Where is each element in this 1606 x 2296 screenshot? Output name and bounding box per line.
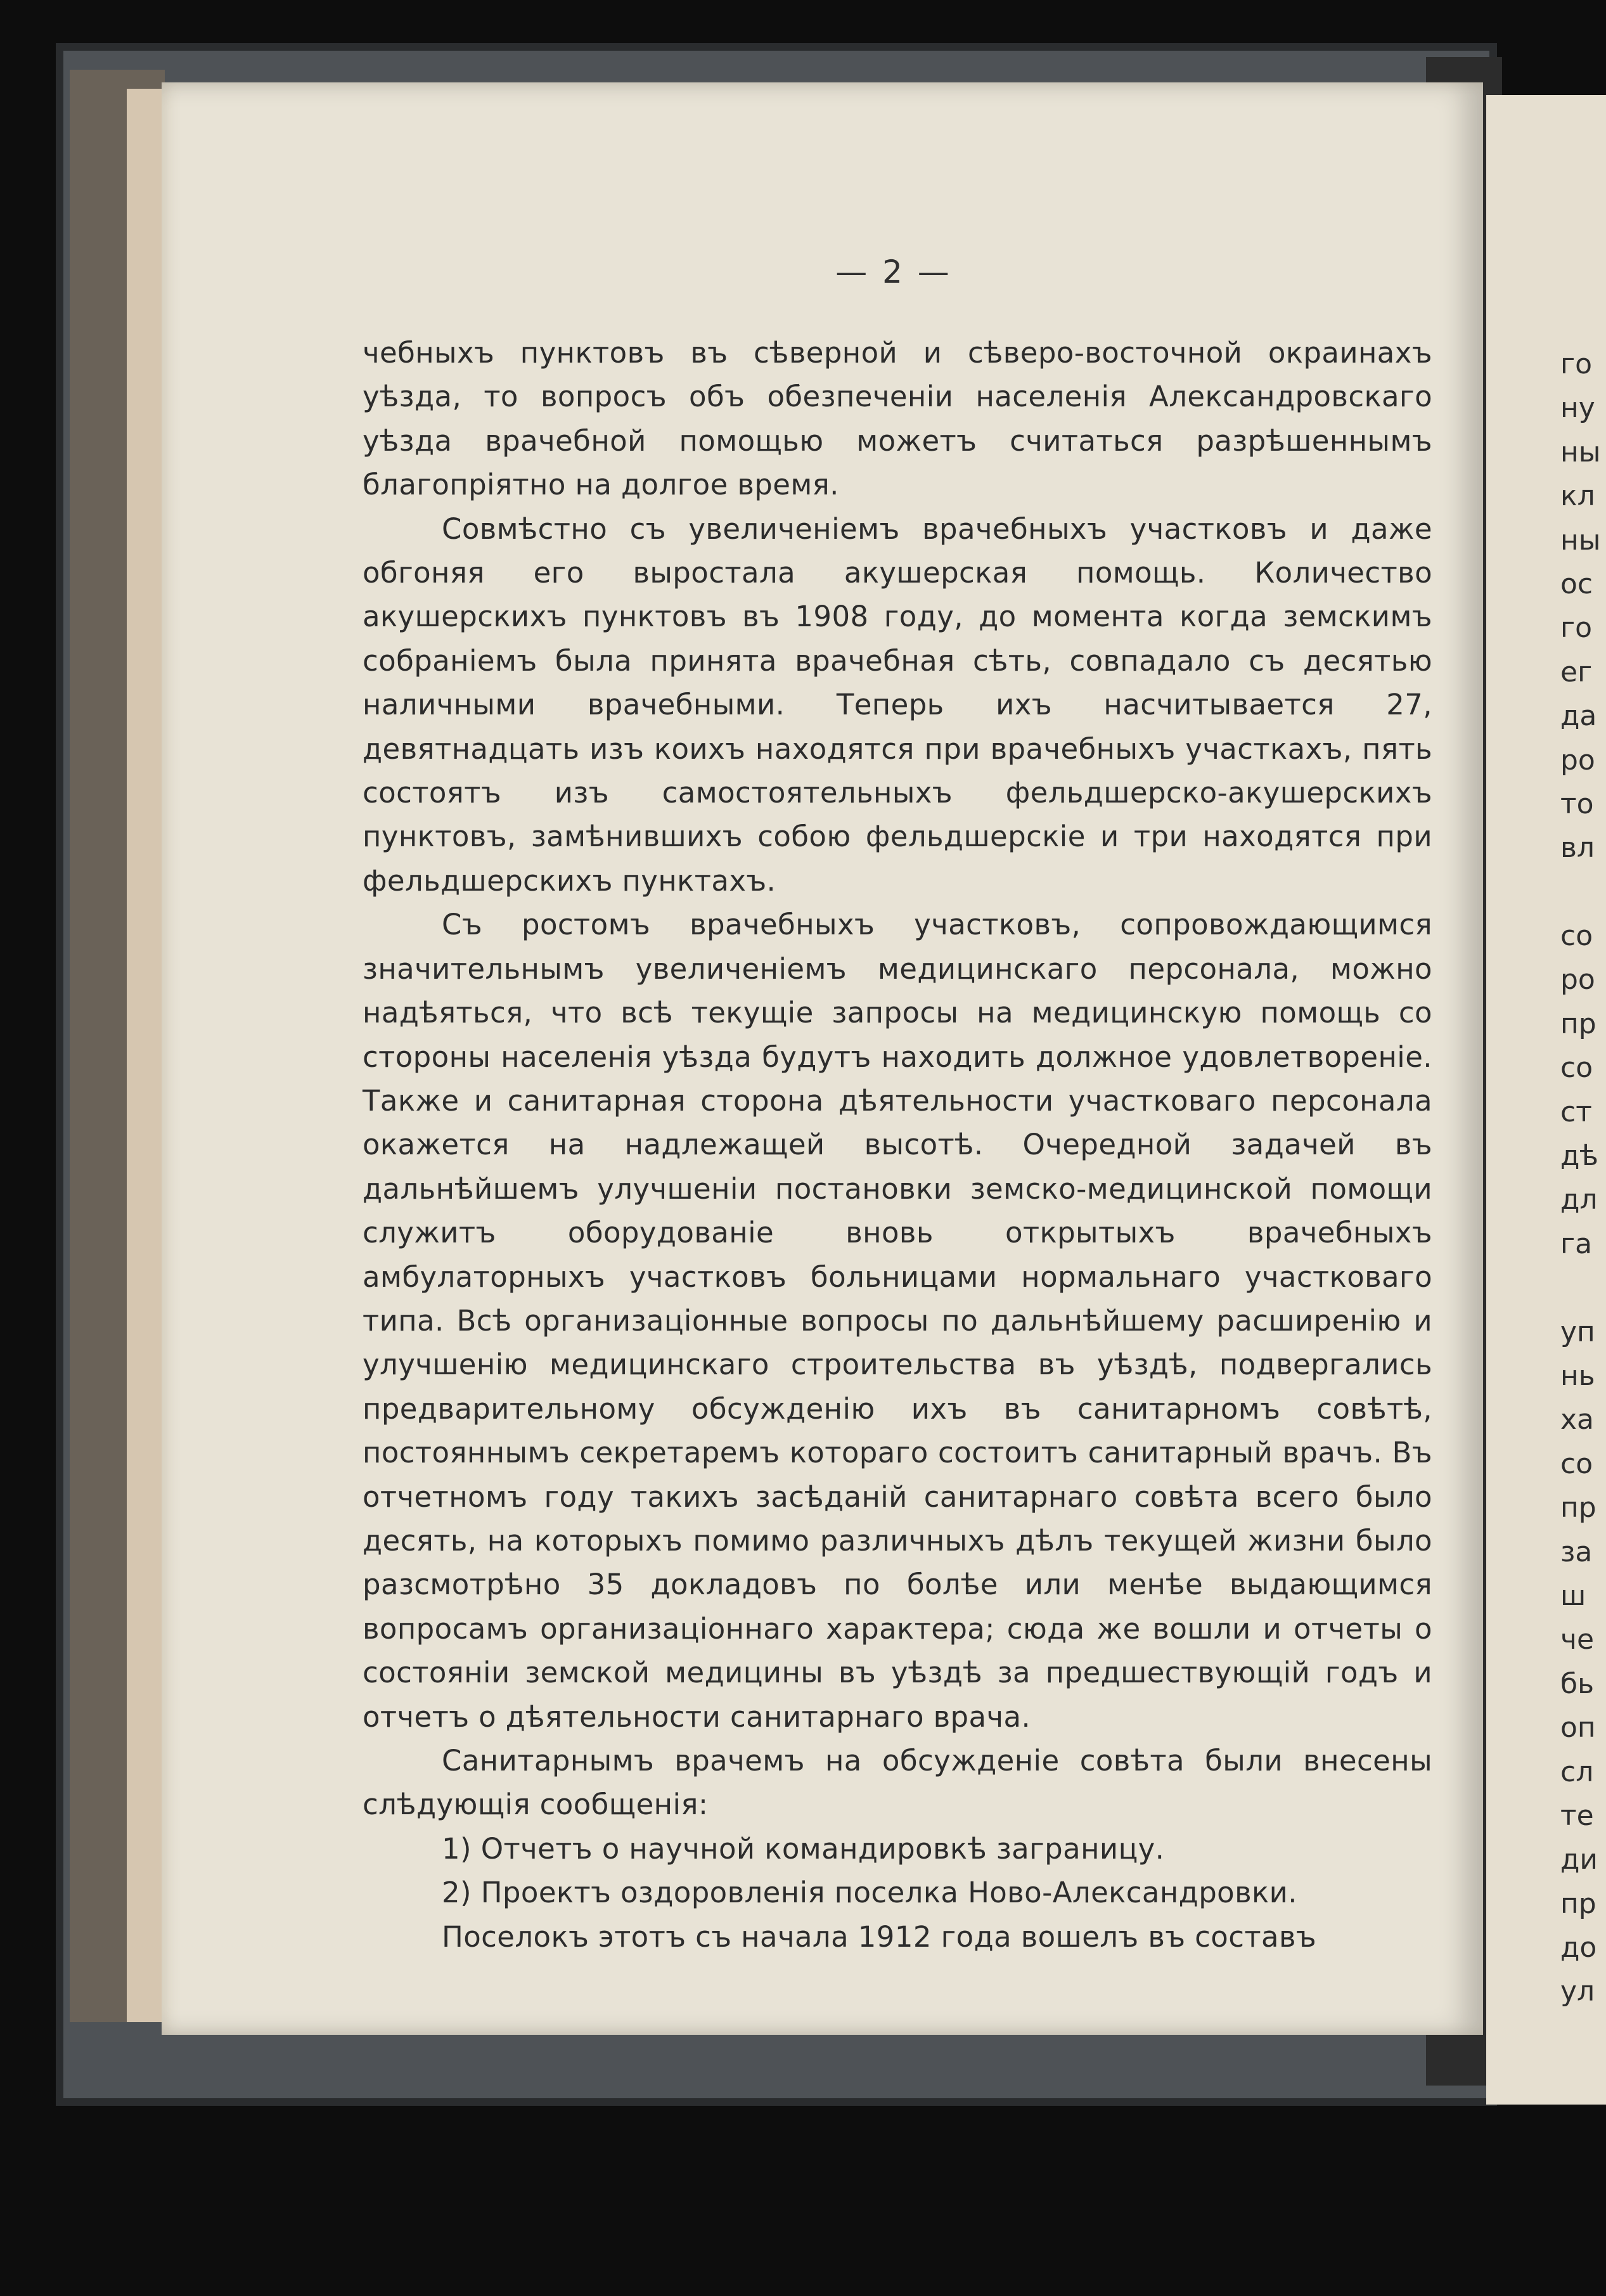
facing-page-fragment [1560,870,1606,914]
paragraph: Съ ростомъ врачебныхъ участковъ, сопровождающимся значительнымъ увеличеніемъ медицинскаго персонала, можно надѣяться, что всѣ текущіе запросы на медицинскую помощь со стороны населенія уѣзда будутъ находить должное удовлетвореніе. Также и санитарная сторона дѣятельности участковаго персонала окажется на надлежащей высотѣ. Очередной задачей въ дальнѣйшемъ улучшеніи постановки земско-медицинской помощи служитъ оборудованіе вновь открытыхъ врачебныхъ амбулаторныхъ участковъ больницами нормальнаго участковаго типа. Всѣ организаціонные вопросы по дальнѣйшему расширенію и улучшенію медицинскаго строительства въ уѣздѣ, подвергались предварительному обсужденію ихъ въ санитарномъ совѣтѣ, постояннымъ секретаремъ котораго состоитъ санитарный врачъ. Въ отчетномъ году такихъ засѣданій санитарнаго совѣта всего было десять, на которыхъ помимо различныхъ дѣлъ текущей жизни было разсмотрѣно 35 докладовъ по болѣе или менѣе выдающимся вопросамъ организаціоннаго характера; сюда же вошли и отчеты о состояніи земской медицины въ уѣздѣ за предшествующій годъ и отчетъ о дѣятельности санитарнаго врача. [363,908,1432,1734]
facing-page-fragment: бь [1560,1667,1595,1700]
facing-page-fragment: ро [1560,964,1595,996]
facing-page-fragment: нь [1560,1359,1595,1392]
facing-page-fragment: че [1560,1623,1595,1656]
facing-page-fragment: га [1560,1227,1593,1260]
facing-page-fragment: ул [1560,1975,1595,2008]
facing-page-fragment: за [1560,1535,1593,1568]
facing-page-fragment: ег [1560,655,1593,688]
facing-page-fragment: со [1560,1052,1593,1085]
facing-page-fragment: ди [1560,1843,1598,1876]
facing-page-fragment: со [1560,1447,1593,1480]
facing-page-fragment: до [1560,1932,1597,1964]
facing-page-fragment: ну [1560,392,1595,425]
facing-page-fragment: те [1560,1799,1594,1832]
facing-page-fragment: дл [1560,1183,1598,1216]
facing-page-fragment: ны [1560,524,1601,557]
facing-page-fragment: уп [1560,1315,1595,1348]
facing-page-fragment: ст [1560,1095,1592,1128]
paragraph: чебныхъ пунктовъ въ сѣверной и сѣверо-восточной окраинахъ уѣзда, то вопросъ объ обезпеченіи населенія Александровскаго уѣзда врачебной помощью можетъ считаться разрѣшеннымъ благопріятно на долгое время. [363,336,1432,502]
facing-page-fragment: ш [1560,1579,1586,1612]
facing-page-fragment: пр [1560,1492,1596,1525]
facing-page-fragment: сл [1560,1755,1594,1788]
paragraph: Совмѣстно съ увеличеніемъ врачебныхъ участковъ и даже обгоняя его выростала акушерская помощь. Количество акушерскихъ пунктовъ въ 1908 году, до момента когда земскимъ собраніемъ была принята врачебная сѣть, совпадало съ десятью наличными врачебными. Теперь ихъ насчитывается 27, девятнадцать изъ коихъ находятся при врачебныхъ участкахъ, пять состоятъ изъ самостоятельныхъ фельдшерско-акушерскихъ пунктовъ, замѣнившихъ собою фельдшерскіе и три находятся при фельдшерскихъ пунктахъ. [363,512,1432,898]
facing-page-fragment: кл [1560,480,1595,513]
facing-page-fragment: ро [1560,744,1595,777]
facing-page-fragment: ны [1560,435,1601,468]
paragraph: Поселокъ этотъ съ начала 1912 года вошелъ въ составъ [442,1919,1317,1954]
facing-page-fragment: ха [1560,1403,1595,1436]
facing-page-fragment: пр [1560,1007,1596,1040]
page-number: — 2 — [835,254,952,290]
facing-page-fragment: со [1560,920,1593,953]
facing-page-fragment: вл [1560,832,1595,865]
facing-page-fragment: то [1560,787,1594,820]
facing-page-fragment: да [1560,700,1597,733]
list-item: 2) Проектъ оздоровленія поселка Ново-Александровки. [442,1876,1297,1910]
page-body-text [363,331,1432,1959]
facing-page-fragment: го [1560,348,1593,380]
facing-page-fragment: оп [1560,1712,1596,1745]
facing-page-fragment: го [1560,612,1593,645]
paragraph: Санитарнымъ врачемъ на обсужденіе совѣта были внесены слѣдующія сообщенія: [363,1744,1432,1822]
facing-page-text-fragments [1560,342,1606,2014]
facing-page-fragment: дѣ [1560,1140,1598,1173]
list-item: 1) Отчетъ о научной командировкѣ заграницу. [442,1831,1165,1866]
facing-page-fragment [1560,1266,1606,1310]
facing-page-fragment: ос [1560,567,1593,600]
facing-page-fragment: пр [1560,1887,1596,1920]
